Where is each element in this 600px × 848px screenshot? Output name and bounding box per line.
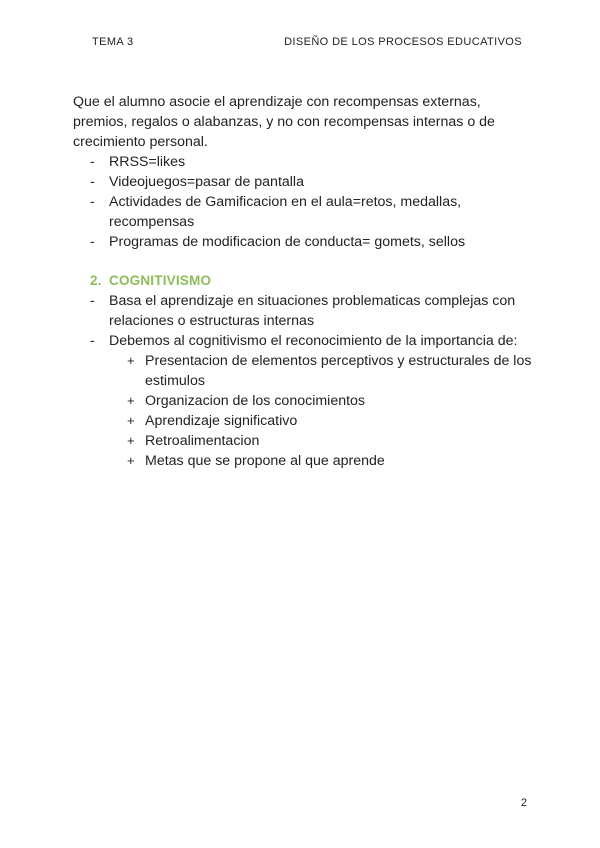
dash-marker: - [90,154,95,170]
plus-marker: + [127,393,135,408]
dash-marker: - [90,234,95,250]
dash-marker: - [90,333,95,349]
list-item [73,232,533,252]
page-number: 2 [520,797,527,809]
list-item-text: RRSS=likes [109,154,186,170]
page-content [73,92,533,471]
cognitivism-list [73,291,533,351]
page-header [92,36,522,50]
list-item [73,172,533,192]
section-heading [73,271,533,291]
list-item [73,291,533,331]
sublist-item [73,411,533,431]
sublist-item-text: Retroalimentacion [145,433,260,449]
list-item-text: Actividades de Gamificacion en el aula=retos, medallas, recompensas [109,194,462,230]
list-item-text: Programas de modificacion de conducta= gomets, sellos [109,234,466,250]
sublist-item [73,391,533,411]
section-number: 2. [90,273,102,288]
intro-paragraph: Que el alumno asocie el aprendizaje con recompensas externas, premios, regalos o alabanzas, y no con recompensas internas o de crecimiento personal. [73,94,495,150]
plus-marker: + [127,413,135,428]
sublist-item-text: Presentacion de elementos perceptivos y estructurales de los estimulos [145,353,532,389]
list-item [73,192,533,232]
section-title: COGNITIVISMO [109,273,212,288]
plus-marker: + [127,453,135,468]
sublist-item [73,351,533,391]
sublist-item [73,431,533,451]
sublist-item [73,451,533,471]
sublist-item-text: Metas que se propone al que aprende [145,453,385,469]
list-item-text: Videojuegos=pasar de pantalla [109,174,304,190]
header-topic: TEMA 3 [92,36,134,48]
header-course-title: DISEÑO DE LOS PROCESOS EDUCATIVOS [284,36,522,48]
reward-examples-list [73,152,533,252]
sublist-item-text: Organizacion de los conocimientos [145,393,366,409]
list-item [73,331,533,351]
sublist-item-text: Aprendizaje significativo [145,413,298,429]
list-item [73,152,533,172]
dash-marker: - [90,293,95,309]
list-item-text: Debemos al cognitivismo el reconocimiento de la importancia de: [109,333,518,349]
dash-marker: - [90,194,95,210]
dash-marker: - [90,174,95,190]
plus-marker: + [127,353,135,368]
list-item-text: Basa el aprendizaje en situaciones problematicas complejas con relaciones o estructuras internas [109,293,516,329]
plus-marker: + [127,433,135,448]
importance-sublist [73,351,533,471]
